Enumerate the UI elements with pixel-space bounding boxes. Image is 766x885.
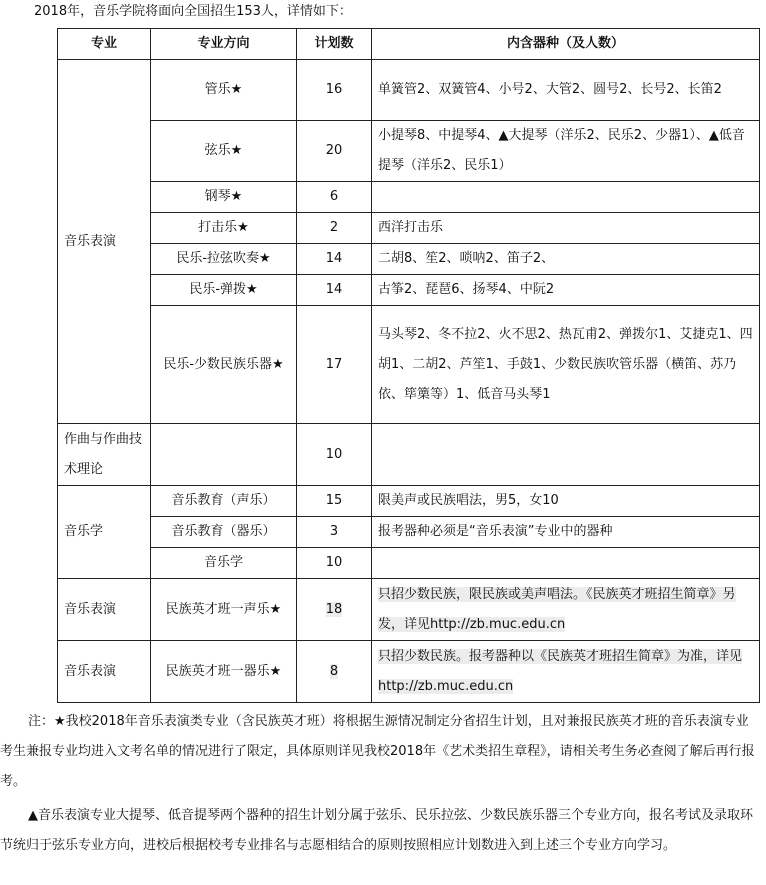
count-cell: 2 <box>297 213 372 244</box>
count-cell: 6 <box>297 182 372 213</box>
intro-text: 2018年，音乐学院将面向全国招生153人，详情如下： <box>34 4 352 19</box>
instruments-cell: 小提琴8、中提琴4、▲大提琴（洋乐2、民乐2、少器1）、▲低音提琴（洋乐2、民乐1） <box>372 121 760 182</box>
count-cell: 17 <box>297 306 372 424</box>
direction-cell: 打击乐★ <box>151 213 297 244</box>
header-major: 专业 <box>58 29 151 60</box>
count-cell: 14 <box>297 244 372 275</box>
count-value: 8 <box>329 663 339 679</box>
table-row <box>58 579 760 641</box>
direction-cell: 音乐教育（声乐） <box>151 486 297 517</box>
instruments-cell: 马头琴2、冬不拉2、火不思2、热瓦甫2、弹拨尔1、艾捷克1、四胡1、二胡2、芦笙1、手鼓1、少数民族吹管乐器（横笛、苏乃依、筚篥等）1、低音马头琴1 <box>372 306 760 424</box>
instruments-cell <box>372 641 760 703</box>
count-cell: 3 <box>297 517 372 548</box>
direction-cell: 民乐-弹拨★ <box>151 275 297 306</box>
table-row <box>58 306 760 424</box>
admission-table <box>57 28 760 703</box>
table-row <box>58 182 760 213</box>
count-cell: 20 <box>297 121 372 182</box>
instruments-cell: 单簧管2、双簧管4、小号2、大管2、圆号2、长号2、长笛2 <box>372 60 760 121</box>
table-row <box>58 517 760 548</box>
direction-cell <box>151 424 297 486</box>
footnote-triangle <box>0 801 762 861</box>
table-row <box>58 213 760 244</box>
table-row <box>58 424 760 486</box>
table-row <box>58 60 760 121</box>
instruments-cell: 二胡8、笙2、唢呐2、笛子2、 <box>372 244 760 275</box>
major-cell: 作曲与作曲技术理论 <box>58 424 151 486</box>
count-cell: 10 <box>297 424 372 486</box>
instruments-cell: 古筝2、琵琶6、扬琴4、中阮2 <box>372 275 760 306</box>
footnote-triangle-text: ▲音乐表演专业大提琴、低音提琴两个器种的招生计划分属于弦乐、民乐拉弦、少数民族乐器三个专业方向，报名考试及录取环节统归于弦乐专业方向，进校后根据校考专业排名与志愿相结合的原则按照相应计划数进入到上述三个专业方向学习。 <box>0 808 753 853</box>
count-cell: 14 <box>297 275 372 306</box>
table-header-row <box>58 29 760 60</box>
table-row <box>58 641 760 703</box>
footnote-star-text: 注：★我校2018年音乐表演类专业（含民族英才班）将根据生源情况制定分省招生计划，且对兼报民族英才班的音乐表演专业考生兼报专业均进入文考名单的情况进行了限定，具体原则详见我校2018年《艺术类招生章程》，请相关考生务必查阅了解后再行报考。 <box>0 714 755 789</box>
direction-cell: 民族英才班一声乐★ <box>151 579 297 641</box>
instruments-cell <box>372 579 760 641</box>
instruments-cell: 限美声或民族唱法，男5，女10 <box>372 486 760 517</box>
table-row <box>58 486 760 517</box>
count-cell: 16 <box>297 60 372 121</box>
count-cell: 10 <box>297 548 372 579</box>
instruments-cell <box>372 182 760 213</box>
header-count: 计划数 <box>297 29 372 60</box>
table-row <box>58 275 760 306</box>
direction-cell: 弦乐★ <box>151 121 297 182</box>
count-cell: 15 <box>297 486 372 517</box>
direction-cell: 民乐-拉弦吹奏★ <box>151 244 297 275</box>
instruments-text: 只招少数民族，限民族或美声唱法。《民族英才班招生简章》另发，详见http://zb.muc.edu.cn <box>378 586 736 632</box>
table-row <box>58 121 760 182</box>
direction-cell: 音乐教育（器乐） <box>151 517 297 548</box>
table-row <box>58 548 760 579</box>
count-cell <box>297 579 372 641</box>
count-cell <box>297 641 372 703</box>
major-cell: 音乐表演 <box>58 641 151 703</box>
instruments-cell <box>372 548 760 579</box>
instruments-cell: 报考器种必须是“音乐表演”专业中的器种 <box>372 517 760 548</box>
direction-cell: 民乐-少数民族乐器★ <box>151 306 297 424</box>
major-cell: 音乐表演 <box>58 579 151 641</box>
count-value: 18 <box>325 601 343 617</box>
direction-cell: 管乐★ <box>151 60 297 121</box>
table-row <box>58 244 760 275</box>
direction-cell: 音乐学 <box>151 548 297 579</box>
major-cell: 音乐表演 <box>58 60 151 424</box>
footnote-star <box>0 707 760 797</box>
direction-cell: 民族英才班一器乐★ <box>151 641 297 703</box>
instruments-cell <box>372 424 760 486</box>
header-instruments: 内含器种（及人数） <box>372 29 760 60</box>
instruments-cell: 西洋打击乐 <box>372 213 760 244</box>
header-direction: 专业方向 <box>151 29 297 60</box>
major-cell: 音乐学 <box>58 486 151 579</box>
direction-cell: 钢琴★ <box>151 182 297 213</box>
instruments-text: 只招少数民族。报考器种以《民族英才班招生简章》为准，详见http://zb.muc.edu.cn <box>378 648 743 694</box>
